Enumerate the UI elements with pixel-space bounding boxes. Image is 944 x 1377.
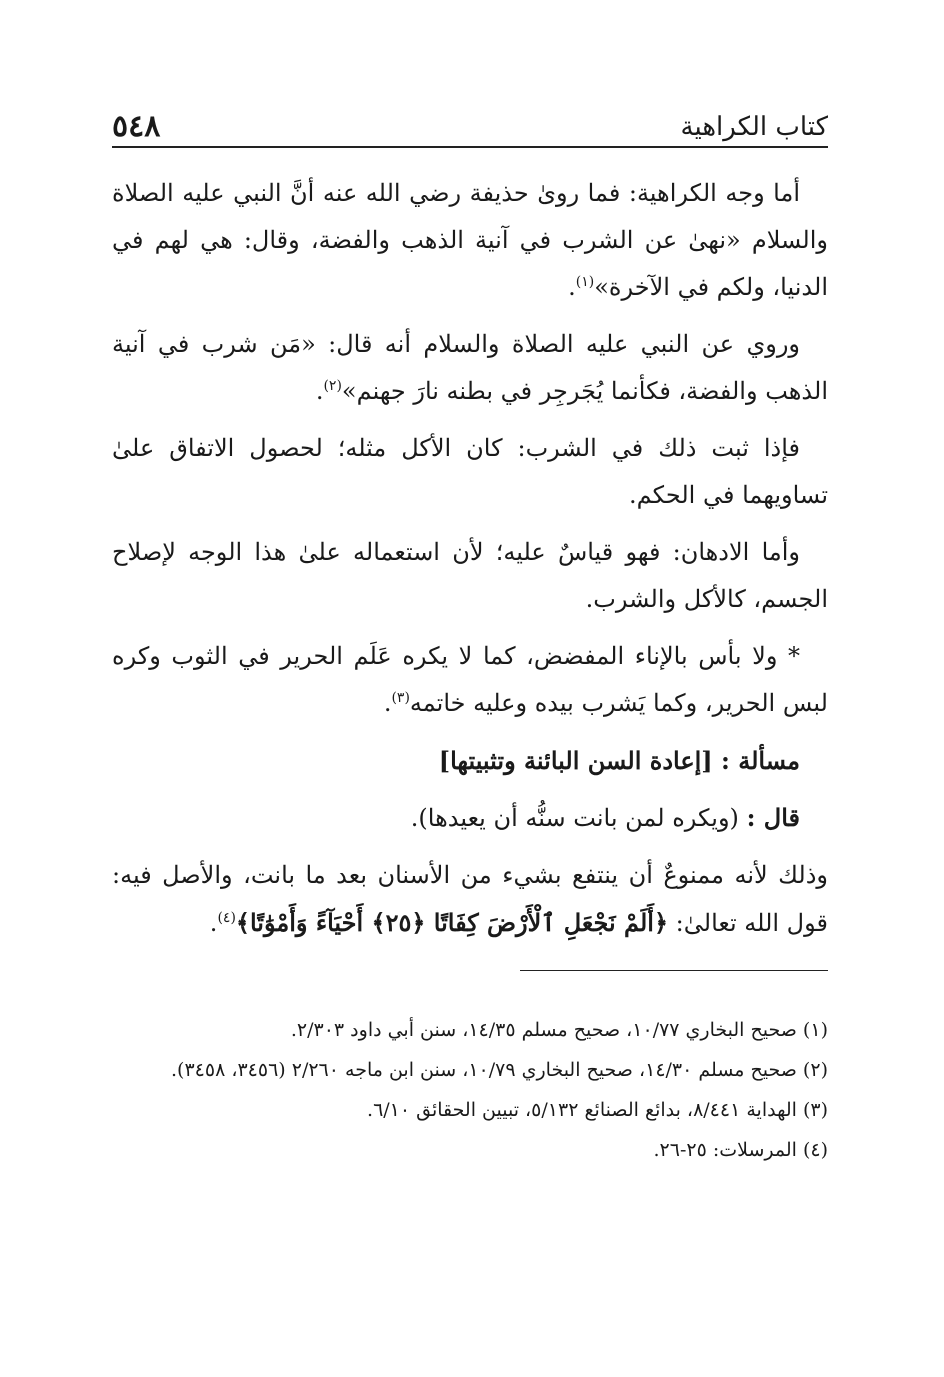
paragraph-end: . [568,273,576,301]
paragraph-6 [112,852,828,947]
page-number: ٥٤٨ [112,109,161,144]
running-title: كتاب الكراهية [680,112,828,142]
quran-verse: ﴿أَلَمْ نَجْعَلِ ٱلْأَرْضَ كِفَاتًا ﴿٢٥﴾ أَحْيَآءً وَأَمْوَٰتًا﴾ [235,908,669,937]
paragraph-text: وذلك لأنه ممنوعٌ أن ينتفع بشيء من الأسنان بعد ما بانت، والأصل فيه: قول الله تعالىٰ: [112,861,828,937]
footnote-ref: (٣) [391,690,410,706]
qal-label: قال : [746,803,800,832]
paragraph-end: . [209,909,218,937]
footnote-3: (٣) الهداية ٨/٤٤١، بدائع الصنائع ٥/١٣٢، تبيين الحقائق ٦/١٠. [367,1099,828,1121]
footnote-1: (١) صحيح البخاري ١٠/٧٧، صحيح مسلم ١٤/٣٥، سنن أبي داود ٢/٣٠٣. [290,1019,828,1041]
heading-label: مسألة : [721,746,800,775]
paragraph-text: وروي عن النبي عليه الصلاة والسلام أنه قال: «مَن شرب في آنية الذهب والفضة، فكأنما يُجَرجِر في بطنه نارَ جهنم» [112,330,828,405]
paragraph-4 [112,529,828,623]
paragraph-5 [112,633,828,727]
footnote-4: (٤) المرسلات: ٢٥-٢٦. [653,1139,828,1161]
body-text [112,170,828,957]
qal-statement [112,794,828,842]
footnote-2: (٢) صحيح مسلم ١٤/٣٠، صحيح البخاري ١٠/٧٩، سنن ابن ماجه ٢/٢٦٠ (٣٤٥٦، ٣٤٥٨). [171,1059,828,1081]
paragraph-3 [112,425,828,519]
paragraph-text: وأما الادهان: فهو قياسٌ عليه؛ لأن استعماله علىٰ هذا الوجه لإصلاح الجسم، كالأكل والشرب. [112,538,828,613]
paragraph-text: * ولا بأس بالإناء المفضض، كما لا يكره عَلَم الحرير في الثوب وكره لبس الحرير، وكما يَشرب بيده وعليه خاتمه [112,642,828,717]
footnote-ref: (١) [575,274,595,290]
paragraph-end: . [383,689,392,717]
paragraph-2 [112,321,828,415]
footnote-ref: (٤) [217,910,236,926]
page-header [112,100,828,148]
qal-text: (ويكره لمن بانت سنُّه أن يعيدها). [410,804,739,832]
footnote-ref: (٢) [323,378,342,394]
section-heading [112,737,828,784]
paragraph-end: . [315,377,324,405]
paragraph-1 [112,170,828,311]
paragraph-text: فإذا ثبت ذلك في الشرب: كان الأكل مثله؛ لحصول الاتفاق علىٰ تساويهما في الحكم. [112,434,828,509]
footnote-separator [520,970,828,971]
heading-title: [إعادة السن البائنة وتثبيتها] [438,746,713,775]
page [112,0,828,1377]
paragraph-text: أما وجه الكراهية: فما روىٰ حذيفة رضي الله عنه أنَّ النبي عليه الصلاة والسلام «نهىٰ عن الشرب في آنية الذهب والفضة، وقال: هي لهم في الدنيا، ولكم في الآخرة» [112,179,829,301]
footnotes [112,1012,828,1172]
